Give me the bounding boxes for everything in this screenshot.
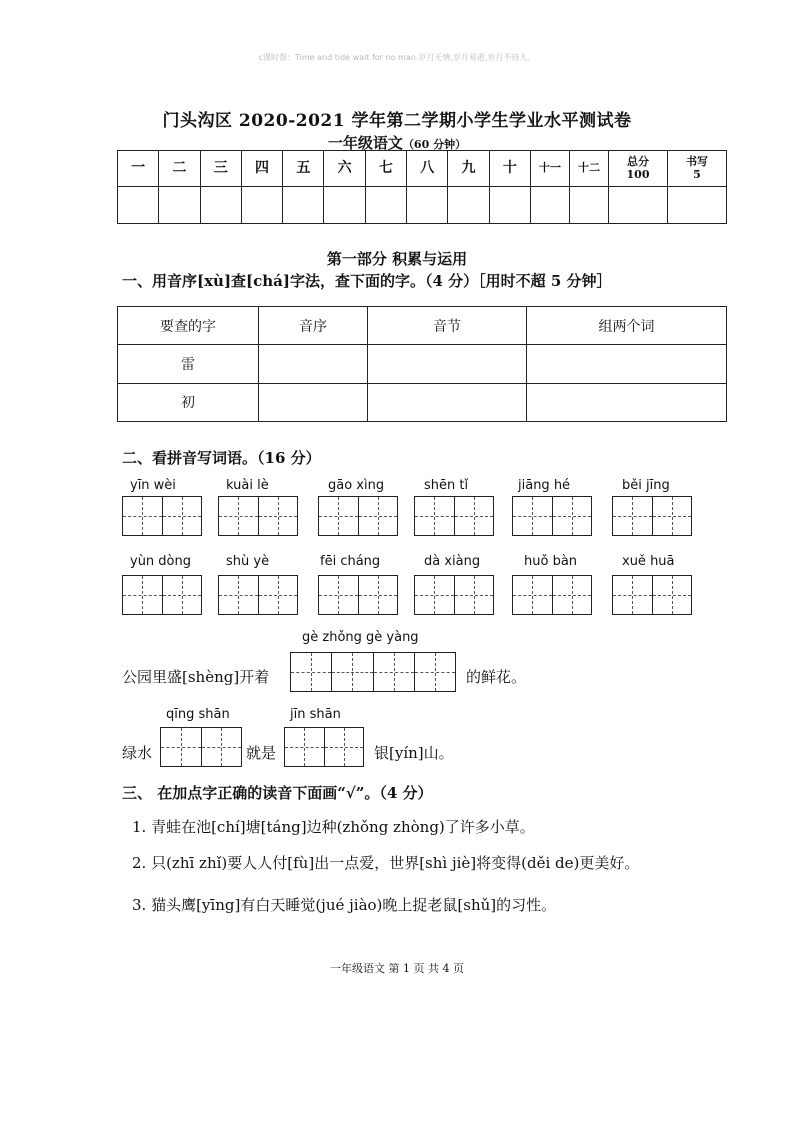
- writing-box[interactable]: [160, 727, 242, 767]
- page-subtitle: 一年级语文（60 分钟）: [327, 134, 467, 152]
- answer-cell[interactable]: [368, 383, 527, 422]
- page-footer: 一年级语文 第 1 页 共 4 页: [330, 962, 464, 975]
- pinyin: gāo xìng: [328, 478, 385, 493]
- score-cell[interactable]: [570, 187, 609, 224]
- answer-cell[interactable]: [259, 383, 368, 422]
- score-header: 五: [283, 151, 324, 187]
- pinyin: shù yè: [226, 554, 270, 569]
- score-cell[interactable]: [324, 187, 365, 224]
- sentence-text: 绿水: [122, 744, 153, 762]
- lookup-header: 音序: [259, 307, 368, 345]
- score-cell[interactable]: [200, 187, 241, 224]
- pinyin: yīn wèi: [130, 478, 176, 493]
- score-header: 八: [407, 151, 448, 187]
- writing-box[interactable]: [284, 727, 364, 767]
- score-cell[interactable]: [407, 187, 448, 224]
- score-cell[interactable]: [365, 187, 406, 224]
- pinyin: huǒ bàn: [524, 554, 578, 569]
- writing-box[interactable]: [512, 496, 592, 536]
- answer-cell[interactable]: [527, 345, 727, 384]
- pinyin: dà xiàng: [424, 554, 481, 569]
- answer-cell[interactable]: [368, 345, 527, 384]
- score-header: 六: [324, 151, 365, 187]
- score-cell[interactable]: [489, 187, 530, 224]
- answer-cell[interactable]: [259, 345, 368, 384]
- score-cell[interactable]: [609, 187, 668, 224]
- sentence-text: 公园里盛[shèng]开着: [122, 668, 270, 686]
- score-cell[interactable]: [118, 187, 159, 224]
- score-header-writing: 书写 5: [668, 151, 727, 187]
- writing-box[interactable]: [122, 496, 202, 536]
- lookup-header: 要查的字: [118, 307, 259, 345]
- pinyin: jīn shān: [290, 707, 341, 722]
- q3-item[interactable]: 1. 青蛙在池[chí]塘[táng]边种(zhǒng zhòng)了许多小草。: [132, 818, 535, 836]
- pinyin: fēi cháng: [320, 554, 381, 569]
- score-cell[interactable]: [159, 187, 200, 224]
- score-header-row: [118, 151, 727, 187]
- lookup-char: 初: [118, 383, 259, 422]
- page-title: 门头沟区 2020-2021 学年第二学期小学生学业水平测试卷: [162, 111, 632, 131]
- q3-item[interactable]: 2. 只(zhī zhǐ)要人人付[fù]出一点爱，世界[shì jiè]将变得(děi de)更美好。: [132, 854, 640, 872]
- writing-box[interactable]: [612, 575, 692, 615]
- score-cell[interactable]: [241, 187, 282, 224]
- writing-box[interactable]: [612, 496, 692, 536]
- q2-title: 二、看拼音写词语。（16 分）: [122, 449, 321, 467]
- score-cell[interactable]: [448, 187, 489, 224]
- pinyin: gè zhǒng gè yàng: [302, 630, 419, 645]
- sentence-text: 银[yín]山。: [374, 744, 454, 762]
- pinyin: běi jīng: [622, 478, 670, 493]
- score-header: 二: [159, 151, 200, 187]
- pinyin: jiāng hé: [518, 478, 571, 493]
- score-header: 四: [241, 151, 282, 187]
- score-header: 十二: [570, 151, 609, 187]
- writing-box[interactable]: [218, 575, 298, 615]
- q1-title: 一、用音序[xù]查[chá]字法，查下面的字。（4 分）［用时不超 5 分钟］: [122, 272, 612, 290]
- q3-item[interactable]: 3. 猫头鹰[yīng]有白天睡觉(jué jiào)晚上捉老鼠[shǔ]的习性。: [132, 896, 557, 914]
- writing-box[interactable]: [414, 496, 494, 536]
- sentence-text: 就是: [246, 744, 277, 762]
- pinyin: yùn dòng: [130, 554, 192, 569]
- answer-cell[interactable]: [527, 383, 727, 422]
- lookup-char: 雷: [118, 345, 259, 384]
- writing-box[interactable]: [290, 652, 456, 692]
- q3-title: 三、 在加点字正确的读音下面画“√”。（4 分）: [122, 784, 433, 802]
- score-table: [117, 150, 727, 224]
- score-header: 十: [489, 151, 530, 187]
- watermark: c课时帮：Time and tide wait for no man 岁月无情,岁月易逝,岁月不待人。: [258, 53, 536, 62]
- writing-box[interactable]: [414, 575, 494, 615]
- writing-box[interactable]: [218, 496, 298, 536]
- lookup-table: [117, 306, 727, 422]
- score-blank-row: [118, 187, 727, 224]
- score-header: 一: [118, 151, 159, 187]
- part1-title: 第一部分 积累与运用: [326, 250, 468, 268]
- pinyin: xuě huā: [622, 554, 675, 569]
- lookup-header: 音节: [368, 307, 527, 345]
- pinyin: kuài lè: [226, 478, 269, 493]
- writing-box[interactable]: [318, 575, 398, 615]
- pinyin: shēn tǐ: [424, 478, 469, 493]
- lookup-header: 组两个词: [527, 307, 727, 345]
- writing-box[interactable]: [318, 496, 398, 536]
- score-header-total: 总分 100: [609, 151, 668, 187]
- score-header: 三: [200, 151, 241, 187]
- score-cell[interactable]: [531, 187, 570, 224]
- score-header: 七: [365, 151, 406, 187]
- score-header: 十一: [531, 151, 570, 187]
- writing-box[interactable]: [512, 575, 592, 615]
- pinyin: qīng shān: [166, 707, 230, 722]
- sentence-text: 的鲜花。: [466, 668, 527, 686]
- score-cell[interactable]: [283, 187, 324, 224]
- score-cell[interactable]: [668, 187, 727, 224]
- score-header: 九: [448, 151, 489, 187]
- writing-box[interactable]: [122, 575, 202, 615]
